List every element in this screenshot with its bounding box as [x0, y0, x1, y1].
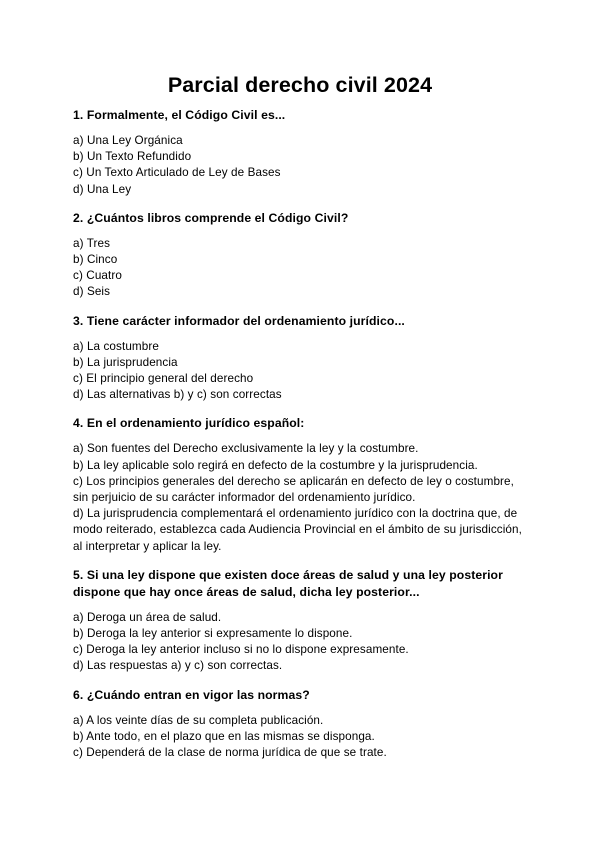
- question-6-options: [73, 713, 527, 762]
- option-2d: d) Seis: [73, 285, 111, 299]
- option-6c: c) Dependerá de la clase de norma jurídica de que se trate.: [73, 746, 387, 760]
- option-3d: d) Las alternativas b) y c) son correctas: [73, 388, 282, 402]
- option-1c: c) Un Texto Articulado de Ley de Bases: [73, 166, 281, 180]
- option-5a: a) Deroga un área de salud.: [73, 610, 222, 624]
- option-3c: c) El principio general del derecho: [73, 372, 254, 386]
- question-6: [73, 687, 527, 762]
- option-3b: b) La jurisprudencia: [73, 355, 178, 369]
- question-2-options: [73, 236, 527, 301]
- question-4-text: 4. En el ordenamiento jurídico español:: [73, 416, 305, 431]
- question-2: [73, 210, 527, 301]
- question-5: [73, 567, 527, 675]
- option-2b: b) Cinco: [73, 253, 118, 267]
- question-3: [73, 313, 527, 404]
- question-3-options: [73, 339, 527, 404]
- question-2-text: 2. ¿Cuántos libros comprende el Código Civil?: [73, 210, 349, 225]
- page-title: Parcial derecho civil 2024: [167, 73, 433, 97]
- question-1-options: [73, 133, 527, 198]
- question-3-text: 3. Tiene carácter informador del ordenamiento jurídico...: [73, 313, 405, 328]
- option-6b: b) Ante todo, en el plazo que en las mismas se disponga.: [73, 729, 375, 743]
- option-5b: b) Deroga la ley anterior si expresamente lo dispone.: [73, 627, 353, 641]
- option-1d: d) Una Ley: [73, 182, 132, 196]
- option-5d: d) Las respuestas a) y c) son correctas.: [73, 659, 283, 673]
- question-1-text: 1. Formalmente, el Código Civil es...: [73, 108, 286, 122]
- option-6a: a) A los veinte días de su completa publicación.: [73, 713, 324, 727]
- option-1b: b) Un Texto Refundido: [73, 150, 192, 164]
- option-2a: a) Tres: [73, 236, 111, 250]
- question-5-options: [73, 610, 527, 675]
- question-6-text: 6. ¿Cuándo entran en vigor las normas?: [73, 687, 310, 702]
- option-1a: a) Una Ley Orgánica: [73, 134, 183, 147]
- option-4a: a) Son fuentes del Derecho exclusivamente la ley y la costumbre.: [73, 442, 419, 456]
- option-3a: a) La costumbre: [73, 339, 159, 353]
- question-5-text: 5. Si una ley dispone que existen doce áreas de salud y una ley posterior dispone que hay once áreas de salud, dicha ley posterior...: [73, 567, 503, 599]
- option-4d: d) La jurisprudencia complementará el ordenamiento jurídico con la doctrina que, de modo reiterado, establezca cada Audiencia Provincial en el ámbito de su jurisdicción, al interpretar y aplicar la ley.: [73, 507, 522, 553]
- option-2c: c) Cuatro: [73, 269, 122, 283]
- question-4-options: [73, 441, 527, 554]
- option-4c: c) Los principios generales del derecho se aplicarán en defecto de ley o costumbre, sin perjuicio de su carácter informador del ordenamiento jurídico.: [73, 474, 514, 505]
- option-4b: b) La ley aplicable solo regirá en defecto de la costumbre y la jurisprudencia.: [73, 458, 478, 472]
- question-1: [73, 107, 527, 198]
- option-5c: c) Deroga la ley anterior incluso si no lo dispone expresamente.: [73, 643, 409, 657]
- question-4: [73, 415, 527, 554]
